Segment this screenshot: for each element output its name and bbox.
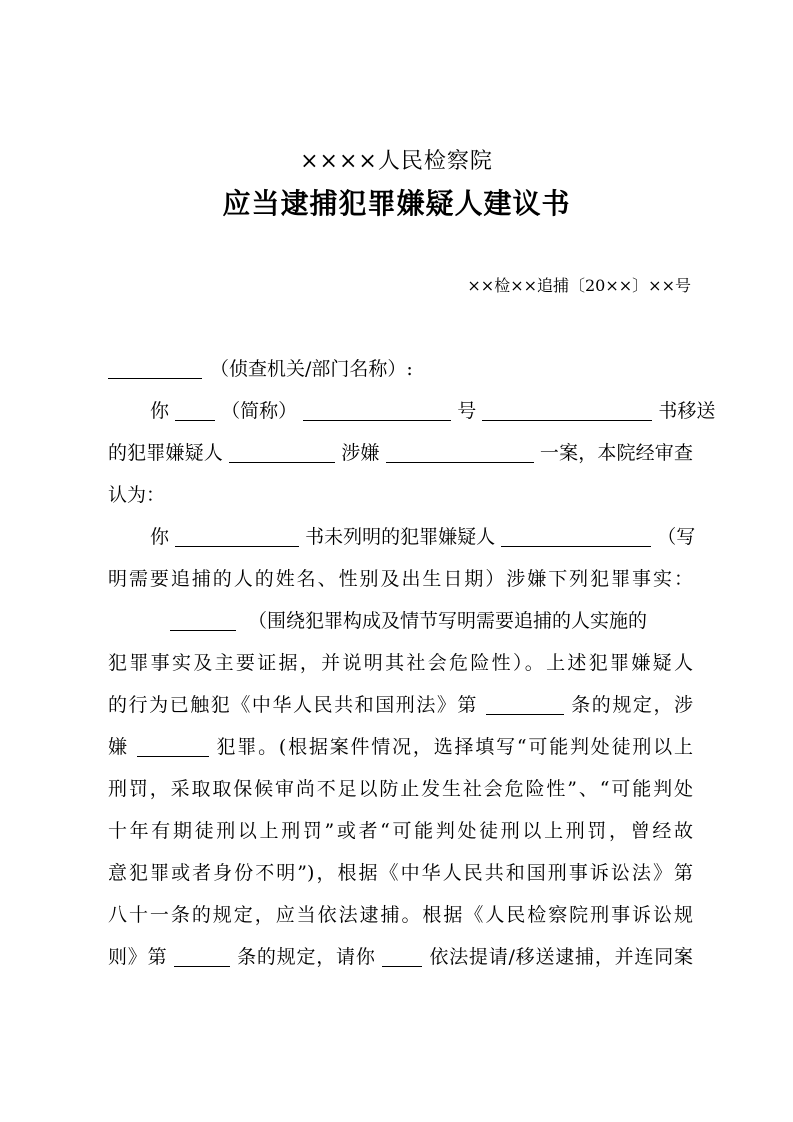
text-write-hint: （写	[657, 526, 696, 548]
paragraph-line	[108, 684, 693, 726]
paragraph-line	[108, 432, 693, 474]
paragraph-line	[108, 768, 693, 810]
crime-facts-blank[interactable]	[170, 600, 236, 631]
text-line: 条的规定，请你	[237, 946, 376, 968]
transfer-doc-blank[interactable]	[175, 516, 299, 547]
paragraph-line	[108, 936, 693, 978]
paragraph-line	[108, 726, 693, 768]
text-abbrev: （简称）	[221, 400, 298, 422]
text-line: 刑罚，采取取保候审尚不足以防止发生社会危险性”、“可能判处	[108, 778, 693, 800]
document-number: ××检××追捕〔20××〕××号	[467, 276, 691, 295]
crime-blank[interactable]	[386, 432, 534, 463]
paragraph-line	[108, 600, 693, 642]
text-line: 的行为已触犯《中华人民共和国刑法》第	[108, 694, 478, 716]
procuratorate-name: ××××人民检察院	[300, 149, 493, 174]
text-suspected: 涉嫌	[341, 442, 380, 464]
document-title: 应当逮捕犯罪嫌疑人建议书	[222, 187, 571, 220]
paragraph-line	[108, 642, 693, 684]
text-not-listed: 书未列明的犯罪嫌疑人	[305, 526, 496, 548]
text-line: 意犯罪或者身份不明”)，根据《中华人民共和国刑事诉讼法》第	[108, 862, 693, 884]
text-write-hint-cont: 明需要追捕的人的姓名、性别及出生日期）涉嫌下列犯罪事实：	[108, 568, 693, 590]
text-line: 犯罪。(根据案件情况，选择填写“可能判处徒刑以上	[216, 736, 693, 758]
paragraph-line	[108, 810, 693, 852]
paragraph-line	[108, 558, 693, 600]
text-suspect-of: 的犯罪嫌疑人	[108, 442, 223, 464]
suspect-name-blank[interactable]	[229, 432, 335, 463]
text-line: 犯罪事实及主要证据，并说明其社会危险性）。上述犯罪嫌疑人	[108, 652, 693, 674]
text-book-transfer: 书移送	[658, 400, 716, 422]
recipient-hint: （侦查机关/部门名称）:	[210, 358, 413, 380]
text-line: 则》第	[108, 946, 168, 968]
paragraph-line	[108, 390, 716, 432]
doc-word-blank[interactable]	[303, 390, 451, 421]
text-line: 条的规定，涉	[571, 694, 693, 716]
recipient-line	[108, 348, 693, 390]
text-facts-hint: （围绕犯罪构成及情节写明需要追捕的人实施的	[248, 610, 648, 632]
abbrev-blank[interactable]	[175, 390, 215, 421]
paragraph-line	[108, 474, 693, 516]
text-line: 八十一条的规定，应当依法逮捕。根据《人民检察院刑事诉讼规	[108, 904, 693, 926]
recipient-blank[interactable]	[108, 348, 202, 379]
omitted-suspect-blank[interactable]	[501, 516, 651, 547]
paragraph-line	[108, 852, 693, 894]
text-hao: 号	[457, 400, 477, 422]
criminal-law-article-blank[interactable]	[486, 684, 564, 715]
crime-name-blank[interactable]	[137, 726, 209, 757]
text-line: 依法提请/移送逮捕，并连同案	[429, 946, 694, 968]
rules-article-blank[interactable]	[174, 936, 230, 967]
paragraph-line	[108, 894, 693, 936]
text-line: 十年有期徒刑以上刑罚”或者“可能判处徒刑以上刑罚，曾经故	[108, 820, 693, 842]
agency-abbrev-blank[interactable]	[382, 936, 422, 967]
text-you: 你	[150, 400, 170, 422]
text-line: 嫌	[108, 736, 129, 758]
doc-number-blank[interactable]	[482, 390, 652, 421]
paragraph-line	[108, 516, 696, 558]
text-case-review: 一案，本院经审查	[539, 442, 693, 464]
text-you: 你	[150, 526, 170, 548]
text-consider: 认为：	[108, 484, 166, 506]
